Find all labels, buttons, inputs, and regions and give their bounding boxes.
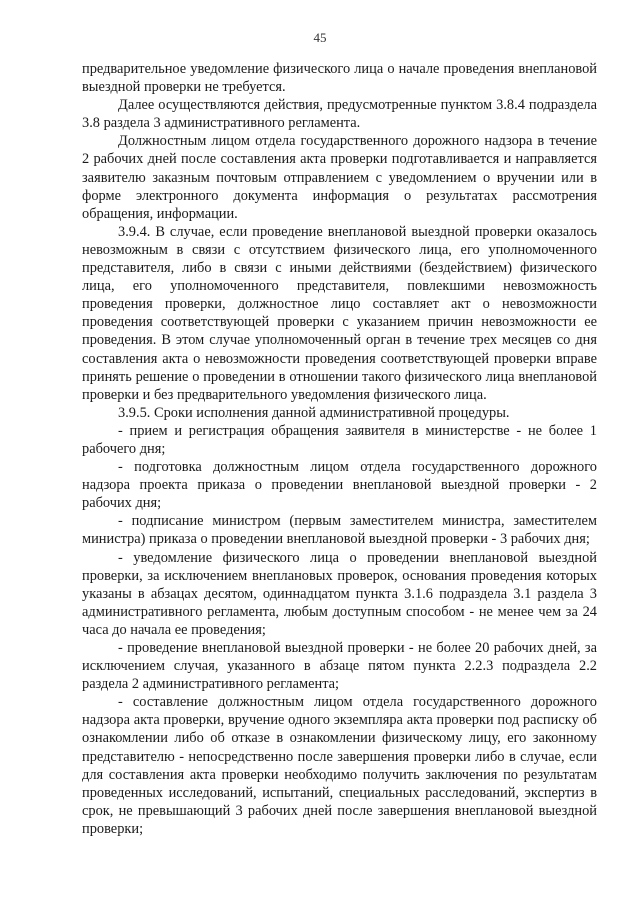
list-item-signing-order: - подписание министром (первым заместителем министра, заместителем министра) приказа о проведении внеплановой выездной проверки - 3 рабочих дня; <box>82 513 597 548</box>
paragraph-next-actions: Далее осуществляются действия, предусмотренные пунктом 3.8.4 подраздела 3.8 раздела 3 административного регламента. <box>82 97 597 132</box>
list-item-registration: - прием и регистрация обращения заявителя в министерстве - не более 1 рабочего дня; <box>82 422 597 457</box>
document-body <box>82 60 597 838</box>
list-item-draft-order: - подготовка должностным лицом отдела государственного дорожного надзора проекта приказа о проведении внеплановой выездной проверки - 2 рабочих дня; <box>82 459 597 512</box>
list-item-notification: - уведомление физического лица о проведении внеплановой выездной проверки, за исключением внеплановых проверок, основания проведения которых указаны в абзацах десятом, одиннадцатом пункта 3.1.6 подраздела 3.1 раздела 3 административного регламента, любым доступным способом - не менее чем за 24 часа до начала ее проведения; <box>82 549 597 638</box>
paragraph-3-9-5-heading: 3.9.5. Сроки исполнения данной административной процедуры. <box>118 404 510 421</box>
list-item-inspection: - проведение внеплановой выездной проверки - не более 20 рабочих дней, за исключением случая, указанного в абзаце пятом пункта 2.2.3 подраздела 2.2 раздела 2 административного регламента; <box>82 640 597 693</box>
page-number: 45 <box>313 30 327 45</box>
paragraph-notification-results: Должностным лицом отдела государственного дорожного надзора в течение 2 рабочих дней после составления акта проверки подготавливается и направляется заявителю заказным почтовым отправлением с уведомлением о вручении или в форме электронного документа информация о результатах рассмотрения обращения, информации. <box>82 133 597 222</box>
list-item-inspection-act: - составление должностным лицом отдела государственного дорожного надзора акта проверки, вручение одного экземпляра акта проверки под расписку об ознакомлении либо об отказе в ознакомлении физическому лицу, его законному представителю - непосредственно после завершения проверки либо в случае, если для составления акта проверки необходимо получить заключения по результатам проведенных исследований, испытаний, специальных расследований, экспертиз в срок, не превышающий 3 рабочих дней после завершения внеплановой выездной проверки; <box>82 694 597 837</box>
paragraph-continuation: предварительное уведомление физического лица о начале проведения внеплановой выездной проверки не требуется. <box>82 61 597 96</box>
paragraph-3-9-4: 3.9.4. В случае, если проведение внеплановой выездной проверки оказалось невозможным в связи с отсутствием физического лица, его уполномоченного представителя, либо в связи с иными действиями (бездействием) физического лица, его уполномоченного представителя, повлекшими невозможность проведения проверки, должностное лицо составляет акт о невозможности проведения соответствующей проверки с указанием причин невозможности ее проведения. В этом случае уполномоченный орган в течение трех месяцев со дня составления акта о невозможности проведения соответствующей проверки вправе принять решение о проведении в отношении такого физического лица внеплановой проверки и без предварительного уведомления физического лица. <box>82 223 597 403</box>
